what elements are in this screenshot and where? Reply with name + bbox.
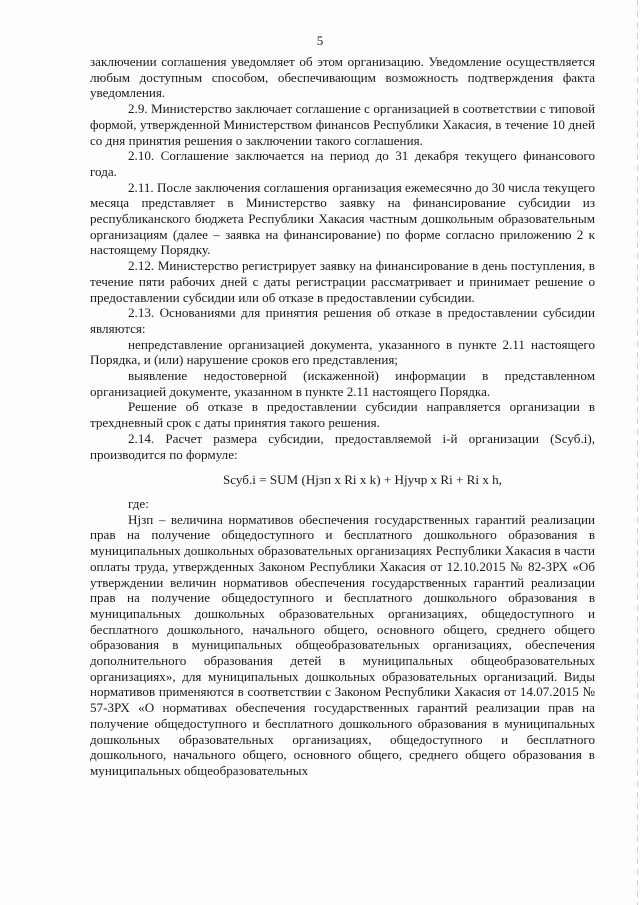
subsidy-formula: Sсуб.i = SUM (Hjзп x Ri x k) + Hjучр x Ri + Ri x h, — [223, 472, 502, 488]
refusal-reason-1: непредставление организацией документа, указанного в пункте 2.11 настоящего Порядка, и (или) нарушение сроков его представления; — [90, 336, 595, 368]
refusal-notice: Решение об отказе в предоставлении субсидии направляется организации в трехдневный срок с даты принятия такого решения. — [90, 399, 595, 431]
paragraph-continuation: заключении соглашения уведомляет об этом организацию. Уведомление осуществляется любым доступным способом, обеспечивающим возможность подтверждения факта уведомления. — [90, 54, 595, 101]
where-label: где: — [128, 495, 149, 511]
paragraph-2-11: 2.11. После заключения соглашения организация ежемесячно до 30 числа текущего месяца представляет в Министерство заявку на финансирование субсидии из республиканского бюджета Республики Хакасия частным дошкольным образовательным организациям (далее – заявка на финансирование) по форме согласно приложению 2 к настоящему Порядку. — [90, 179, 595, 258]
scan-edge — [637, 0, 638, 905]
paragraph-2-13: 2.13. Основаниями для принятия решения об отказе в предоставлении субсидии являются: — [90, 305, 595, 336]
definition-hjzp: Hjзп – величина нормативов обеспечения государственных гарантий реализации прав на получение общедоступного и бесплатного дошкольного образования в муниципальных дошкольных образовательных организациях Республики Хакасия в части оплаты труда, утвержденных Законом Республики Хакасия от 12.10.2015 № 82-ЗРХ «Об утверждении величин нормативов обеспечения государственных гарантий реализации прав на получение общедоступного и бесплатного дошкольного образования в муниципальных дошкольных образовательных организациях, общедоступного и бесплатного дошкольного, начального общего, основного общего, среднего общего образования в муниципальных общеобразовательных организациях, обеспечения дополнительного образования детей в муниципальных общеобразовательных организациях», для муниципальных дошкольных образовательных организаций. Виды нормативов применяются в соответствии с Законом Республики Хакасия от 14.07.2015 № 57-ЗРХ «О нормативах обеспечения государственных гарантий реализации прав на получение общедоступного и бесплатного дошкольного образования в муниципальных дошкольных образовательных организациях, общедоступного и бесплатного дошкольного, начального общего, основного общего, среднего общего образования в муниципальных общеобразовательных — [90, 511, 595, 778]
page-number: 5 — [316, 33, 324, 48]
paragraph-2-14: 2.14. Расчет размера субсидии, предоставляемой i-й организации (Sсуб.i), производится по формуле: — [90, 430, 595, 462]
refusal-reason-2: выявление недостоверной (искаженной) информации в представленном организацией документе, указанном в пункте 2.11 настоящего Порядка. — [90, 368, 595, 399]
document-body — [90, 54, 595, 779]
paragraph-2-12: 2.12. Министерство регистрирует заявку на финансирование в день поступления, в течение пяти рабочих дней с даты регистрации рассматривает и принимает решение о предоставлении субсидии или об отказе в предоставлении субсидии. — [90, 258, 595, 305]
paragraph-2-10: 2.10. Соглашение заключается на период до 31 декабря текущего финансового года. — [90, 148, 595, 179]
paragraph-2-9: 2.9. Министерство заключает соглашение с организацией в соответствии с типовой формой, утвержденной Министерством финансов Республики Хакасия, в течение 10 дней со дня принятия решения о заключении такого соглашения. — [90, 101, 595, 148]
